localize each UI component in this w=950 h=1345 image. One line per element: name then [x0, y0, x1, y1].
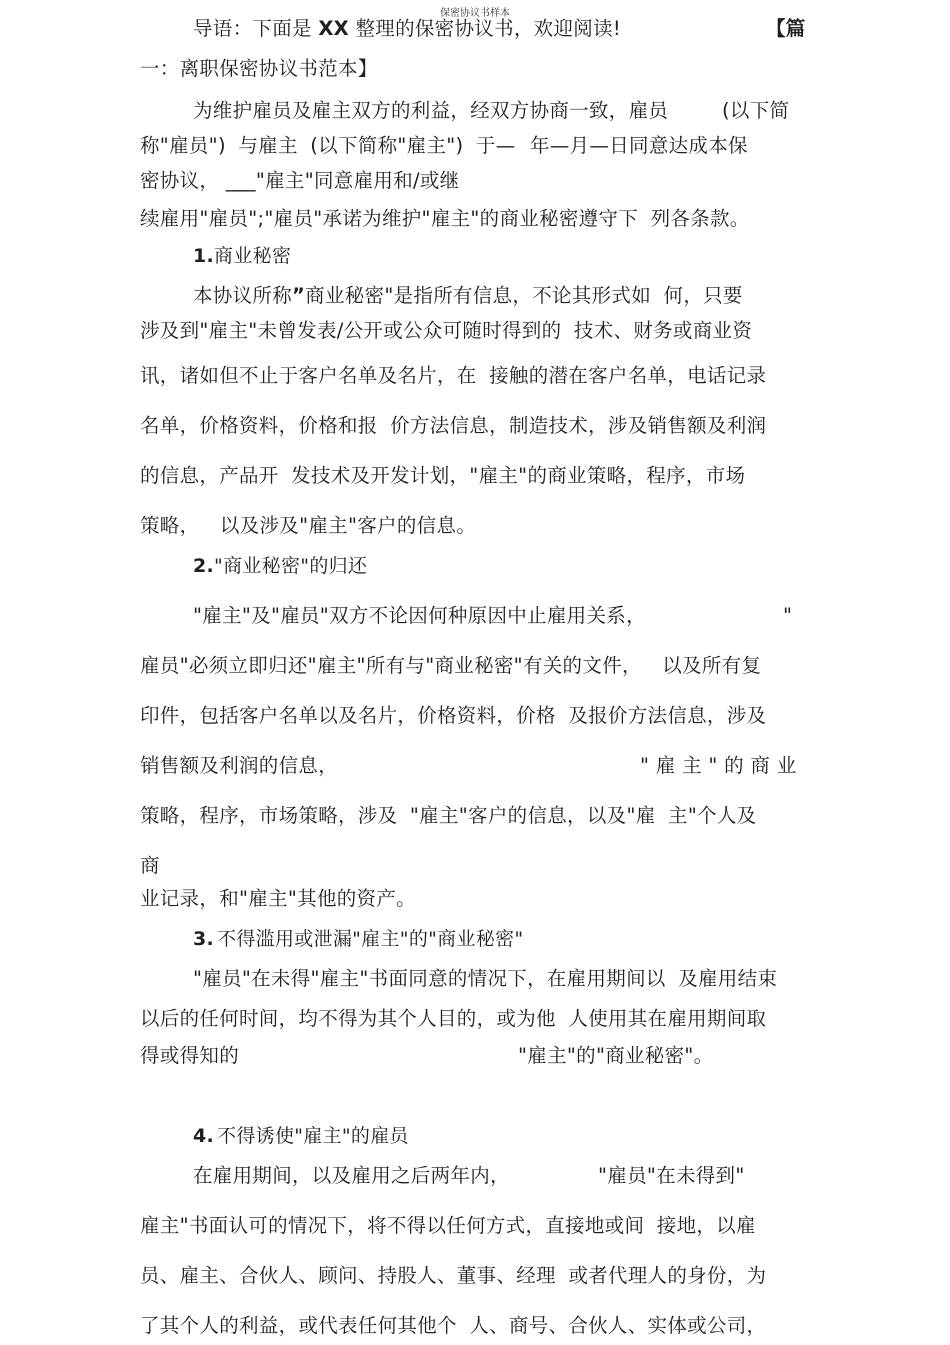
- text: 员、雇主、合伙人、顾问、持股人、董事、经理: [140, 1264, 556, 1287]
- text: 的信息，产品开: [140, 464, 279, 487]
- section-3-line-3-right: "雇主"的"商业秘密"。: [518, 1044, 714, 1067]
- section-4-heading: [193, 1123, 409, 1149]
- section-3-line-2: [140, 1006, 766, 1032]
- section-2-quote: ": [783, 604, 793, 627]
- text: 及雇用结束: [678, 967, 778, 990]
- preamble-line-4: [140, 206, 750, 232]
- section-title: 不得滥用或泄漏"雇主"的"商业秘密": [217, 928, 524, 950]
- section-1-line-2: [140, 318, 752, 344]
- text: 以及涉及"雇主"客户的信息。: [219, 514, 477, 537]
- preamble-text: 续雇用"雇员";"雇员"承诺为维护"雇主"的商业秘密遵守下: [140, 207, 639, 230]
- section-3-line-1: [193, 966, 777, 992]
- text: 了其个人的利益，或代表任何其他个: [140, 1314, 457, 1337]
- text: 接地，以雇: [656, 1214, 756, 1237]
- section-4-line-1-right: "雇员"在未得到": [598, 1164, 745, 1187]
- section-1-line-1: [193, 283, 743, 309]
- text: "雇员"在未得"雇主"书面同意的情况下，在雇用期间以: [193, 967, 666, 990]
- intro-line-1: [193, 16, 621, 42]
- section-4-line-4: [140, 1313, 766, 1339]
- section-number: 1.: [193, 245, 215, 267]
- section-2-line-4-right: " 雇 主 " 的 商 业: [640, 754, 797, 777]
- section-2-heading: [193, 553, 367, 579]
- section-4-line-1: 在雇用期间，以及雇用之后两年内，: [193, 1164, 510, 1187]
- section-1-line-6: [140, 513, 476, 539]
- text: 主"个人及: [668, 804, 757, 827]
- section-4-line-3: [140, 1263, 766, 1289]
- text: 人、商号、合伙人、实体或公司，: [469, 1314, 767, 1337]
- preamble-text: 为维护雇员及雇主双方的利益，经双方协商一致，雇员: [193, 99, 669, 122]
- page-header: 保密协议书样本: [440, 8, 510, 19]
- text: 雇员"必须立即归还"雇主"所有与"商业秘密"有关的文件，: [140, 654, 642, 677]
- section-4-line-2: [140, 1213, 756, 1239]
- text: 印件，包括客户名单以及名片，价格资料，价格: [140, 704, 556, 727]
- text: 讯，诸如但不止于客户名单及名片，在: [140, 364, 477, 387]
- preamble-text: 列各条款。: [650, 207, 750, 230]
- section-2-line-3: [140, 703, 766, 729]
- preamble-line-3: [140, 168, 459, 194]
- intro-xx: XX: [318, 17, 349, 40]
- section-number: 3.: [193, 928, 215, 950]
- intro-line-2: 一：离职保密协议书范本】: [140, 57, 378, 80]
- section-3-heading: [193, 926, 523, 952]
- text: 接触的潜在客户名单，电话记录: [489, 364, 767, 387]
- text: 或者代理人的身份，为: [568, 1264, 767, 1287]
- text: 商业秘密"是指所有信息，不论其形式如: [305, 284, 652, 307]
- section-2-line-7: 业记录，和"雇主"其他的资产。: [140, 887, 416, 910]
- text: 名单，价格资料，价格和报: [140, 414, 378, 437]
- preamble-term-employee: 称"雇员"): [140, 134, 226, 157]
- section-2-line-4: 销售额及利润的信息，: [140, 754, 339, 777]
- text: 以及所有复: [662, 654, 762, 677]
- text: 以后的任何时间，均不得为其个人目的，或为他: [140, 1007, 556, 1030]
- preamble-text: 于—: [475, 134, 516, 157]
- section-title: "商业秘密"的归还: [214, 555, 368, 577]
- section-2-line-5: [140, 803, 757, 829]
- text: 何，只要: [663, 284, 743, 307]
- section-1-line-3: [140, 363, 766, 389]
- quote-mark: ”: [292, 284, 306, 307]
- text: 及报价方法信息，涉及: [568, 704, 767, 727]
- preamble-line-1: [193, 98, 668, 124]
- intro-text: 导语：下面是: [193, 17, 312, 40]
- preamble-date: 年—月—日同意达成本保: [530, 134, 748, 157]
- text: "雇主"客户的信息，以及"雇: [409, 804, 656, 827]
- section-title: 不得诱使"雇主"的雇员: [217, 1125, 409, 1147]
- text: 发技术及开发计划，"雇主"的商业策略，程序，市场: [291, 464, 746, 487]
- section-3-line-3: 得或得知的: [140, 1044, 240, 1067]
- section-1-line-4: [140, 413, 766, 439]
- section-1-heading: [193, 243, 291, 269]
- preamble-text: ___"雇主"同意雇用和/或继: [225, 169, 460, 192]
- preamble-text: 与雇主: [238, 134, 298, 157]
- text: 策略，: [140, 514, 200, 537]
- section-2-line-1: "雇主"及"雇员"双方不论因何种原因中止雇用关系，: [193, 604, 646, 627]
- intro-text-2: 整理的保密协议书，欢迎阅读!: [355, 17, 622, 40]
- preamble-line-2: [140, 133, 748, 159]
- text: 技术、财务或商业资: [573, 319, 753, 342]
- preamble-paren: (以下简: [722, 99, 790, 122]
- text: 人使用其在雇用期间取: [568, 1007, 767, 1030]
- text: 策略，程序，市场策略，涉及: [140, 804, 398, 827]
- text: 雇主"书面认可的情况下，将不得以任何方式，直接地或间: [140, 1214, 645, 1237]
- text: 涉及到"雇主"未曾发表/公开或公众可随时得到的: [140, 319, 562, 342]
- intro-bracket: 【篇: [766, 17, 806, 40]
- section-1-line-5: [140, 463, 745, 489]
- section-title: 商业秘密: [214, 245, 292, 267]
- section-number: 4.: [193, 1125, 215, 1147]
- preamble-text: 密协议，: [140, 169, 220, 192]
- section-2-line-6: 商: [140, 854, 160, 877]
- section-number: 2.: [193, 555, 215, 577]
- text: 价方法信息，制造技术，涉及销售额及利润: [390, 414, 767, 437]
- section-2-line-2: [140, 653, 761, 679]
- preamble-term-employer: (以下简称"雇主"): [310, 134, 464, 157]
- text: 本协议所称: [193, 284, 293, 307]
